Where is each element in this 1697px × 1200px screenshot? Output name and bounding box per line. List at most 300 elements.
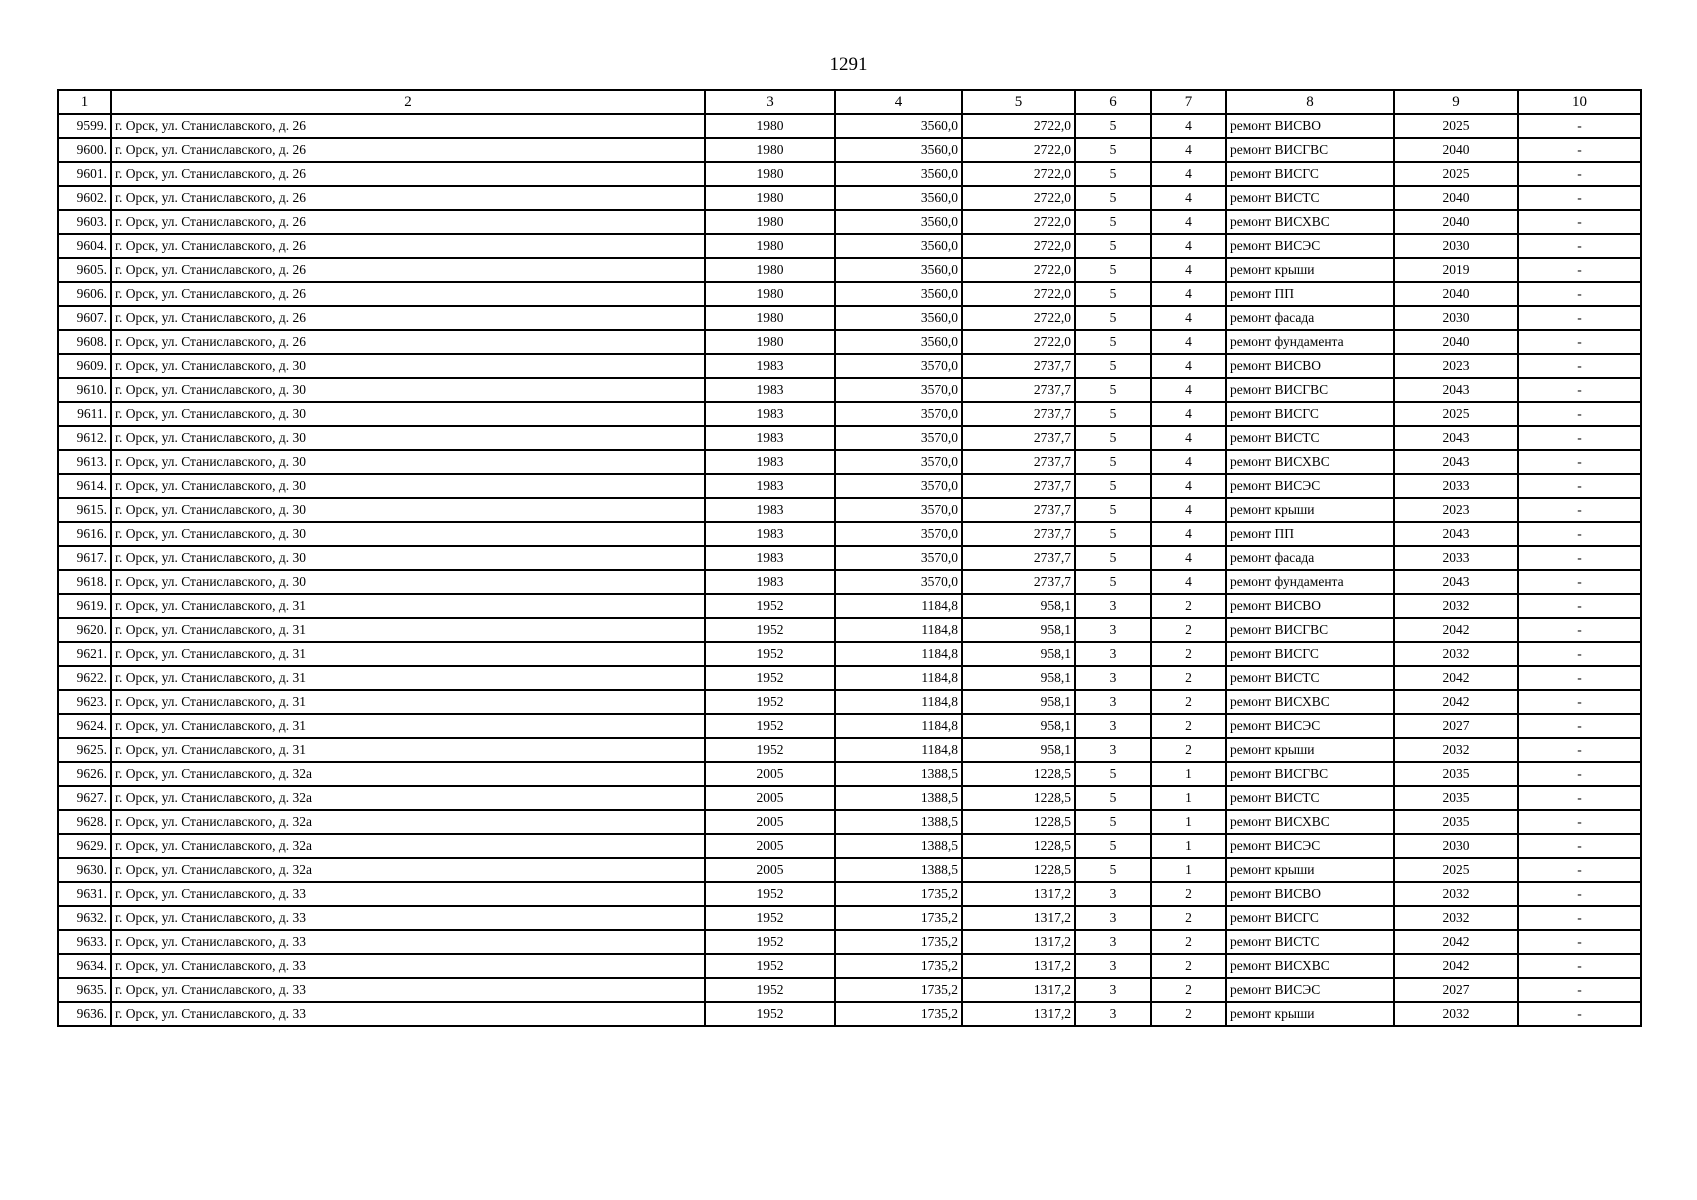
year-cell: 1980 (705, 162, 835, 186)
column-header-2: 2 (111, 90, 705, 114)
plan-year-cell: 2040 (1394, 186, 1518, 210)
entrances-cell: 4 (1151, 522, 1226, 546)
row-number: 9634. (58, 954, 111, 978)
table-row (58, 906, 1641, 930)
table-row (58, 114, 1641, 138)
work-type-cell: ремонт ВИСЭС (1226, 834, 1394, 858)
row-number: 9617. (58, 546, 111, 570)
page-number: 1291 (829, 54, 868, 75)
year-cell: 1983 (705, 570, 835, 594)
plan-year-cell: 2035 (1394, 810, 1518, 834)
year-cell: 1952 (705, 978, 835, 1002)
living-area-cell: 2722,0 (962, 234, 1075, 258)
row-number: 9607. (58, 306, 111, 330)
plan-year-cell: 2030 (1394, 834, 1518, 858)
floors-cell: 5 (1075, 858, 1151, 882)
table-row (58, 186, 1641, 210)
address-cell: г. Орск, ул. Станиславского, д. 30 (111, 474, 705, 498)
plan-year-cell: 2033 (1394, 474, 1518, 498)
year-cell: 1983 (705, 450, 835, 474)
note-cell: - (1518, 786, 1641, 810)
total-area-cell: 1184,8 (835, 738, 962, 762)
plan-year-cell: 2023 (1394, 354, 1518, 378)
address-cell: г. Орск, ул. Станиславского, д. 31 (111, 666, 705, 690)
floors-cell: 5 (1075, 498, 1151, 522)
floors-cell: 3 (1075, 906, 1151, 930)
entrances-cell: 4 (1151, 186, 1226, 210)
note-cell: - (1518, 162, 1641, 186)
note-cell: - (1518, 810, 1641, 834)
total-area-cell: 3560,0 (835, 234, 962, 258)
address-cell: г. Орск, ул. Станиславского, д. 33 (111, 978, 705, 1002)
floors-cell: 5 (1075, 138, 1151, 162)
entrances-cell: 2 (1151, 882, 1226, 906)
plan-year-cell: 2042 (1394, 618, 1518, 642)
address-cell: г. Орск, ул. Станиславского, д. 33 (111, 954, 705, 978)
row-number: 9606. (58, 282, 111, 306)
total-area-cell: 3570,0 (835, 474, 962, 498)
plan-year-cell: 2032 (1394, 906, 1518, 930)
floors-cell: 3 (1075, 954, 1151, 978)
row-number: 9615. (58, 498, 111, 522)
living-area-cell: 2737,7 (962, 450, 1075, 474)
floors-cell: 5 (1075, 522, 1151, 546)
plan-year-cell: 2030 (1394, 306, 1518, 330)
year-cell: 1983 (705, 378, 835, 402)
table-row (58, 354, 1641, 378)
work-type-cell: ремонт фасада (1226, 546, 1394, 570)
plan-year-cell: 2025 (1394, 858, 1518, 882)
note-cell: - (1518, 426, 1641, 450)
address-cell: г. Орск, ул. Станиславского, д. 33 (111, 1002, 705, 1026)
living-area-cell: 2722,0 (962, 162, 1075, 186)
table-row (58, 162, 1641, 186)
entrances-cell: 2 (1151, 642, 1226, 666)
note-cell: - (1518, 930, 1641, 954)
note-cell: - (1518, 282, 1641, 306)
note-cell: - (1518, 498, 1641, 522)
entrances-cell: 1 (1151, 810, 1226, 834)
year-cell: 2005 (705, 858, 835, 882)
note-cell: - (1518, 954, 1641, 978)
address-cell: г. Орск, ул. Станиславского, д. 33 (111, 906, 705, 930)
year-cell: 1952 (705, 690, 835, 714)
table-row (58, 522, 1641, 546)
note-cell: - (1518, 858, 1641, 882)
total-area-cell: 3570,0 (835, 402, 962, 426)
entrances-cell: 4 (1151, 498, 1226, 522)
living-area-cell: 2722,0 (962, 282, 1075, 306)
address-cell: г. Орск, ул. Станиславского, д. 32а (111, 786, 705, 810)
total-area-cell: 3560,0 (835, 282, 962, 306)
total-area-cell: 3570,0 (835, 426, 962, 450)
work-type-cell: ремонт ВИСВО (1226, 882, 1394, 906)
work-type-cell: ремонт крыши (1226, 858, 1394, 882)
row-number: 9602. (58, 186, 111, 210)
note-cell: - (1518, 1002, 1641, 1026)
note-cell: - (1518, 354, 1641, 378)
total-area-cell: 1184,8 (835, 690, 962, 714)
floors-cell: 3 (1075, 978, 1151, 1002)
living-area-cell: 2737,7 (962, 354, 1075, 378)
table-row (58, 570, 1641, 594)
total-area-cell: 1735,2 (835, 954, 962, 978)
address-cell: г. Орск, ул. Станиславского, д. 26 (111, 306, 705, 330)
living-area-cell: 958,1 (962, 690, 1075, 714)
floors-cell: 3 (1075, 882, 1151, 906)
floors-cell: 5 (1075, 474, 1151, 498)
row-number: 9608. (58, 330, 111, 354)
floors-cell: 3 (1075, 738, 1151, 762)
floors-cell: 3 (1075, 714, 1151, 738)
living-area-cell: 1228,5 (962, 834, 1075, 858)
year-cell: 1980 (705, 330, 835, 354)
total-area-cell: 3560,0 (835, 330, 962, 354)
living-area-cell: 2737,7 (962, 474, 1075, 498)
living-area-cell: 1317,2 (962, 954, 1075, 978)
column-header-10: 10 (1518, 90, 1641, 114)
floors-cell: 5 (1075, 570, 1151, 594)
year-cell: 1980 (705, 186, 835, 210)
living-area-cell: 958,1 (962, 738, 1075, 762)
column-header-9: 9 (1394, 90, 1518, 114)
table-row (58, 474, 1641, 498)
row-number: 9600. (58, 138, 111, 162)
row-number: 9627. (58, 786, 111, 810)
note-cell: - (1518, 738, 1641, 762)
table-row (58, 666, 1641, 690)
total-area-cell: 1388,5 (835, 858, 962, 882)
address-cell: г. Орск, ул. Станиславского, д. 33 (111, 882, 705, 906)
total-area-cell: 3560,0 (835, 258, 962, 282)
year-cell: 1980 (705, 210, 835, 234)
plan-year-cell: 2040 (1394, 330, 1518, 354)
work-type-cell: ремонт ВИСТС (1226, 666, 1394, 690)
address-cell: г. Орск, ул. Станиславского, д. 26 (111, 162, 705, 186)
floors-cell: 5 (1075, 114, 1151, 138)
total-area-cell: 1184,8 (835, 642, 962, 666)
total-area-cell: 1184,8 (835, 666, 962, 690)
address-cell: г. Орск, ул. Станиславского, д. 30 (111, 546, 705, 570)
plan-year-cell: 2032 (1394, 642, 1518, 666)
floors-cell: 5 (1075, 546, 1151, 570)
row-number: 9611. (58, 402, 111, 426)
note-cell: - (1518, 666, 1641, 690)
table-row (58, 834, 1641, 858)
plan-year-cell: 2032 (1394, 594, 1518, 618)
total-area-cell: 3560,0 (835, 186, 962, 210)
floors-cell: 5 (1075, 378, 1151, 402)
total-area-cell: 3570,0 (835, 378, 962, 402)
row-number: 9609. (58, 354, 111, 378)
plan-year-cell: 2042 (1394, 954, 1518, 978)
row-number: 9625. (58, 738, 111, 762)
entrances-cell: 4 (1151, 450, 1226, 474)
note-cell: - (1518, 642, 1641, 666)
plan-year-cell: 2023 (1394, 498, 1518, 522)
entrances-cell: 2 (1151, 738, 1226, 762)
entrances-cell: 4 (1151, 570, 1226, 594)
plan-year-cell: 2035 (1394, 786, 1518, 810)
total-area-cell: 3570,0 (835, 354, 962, 378)
total-area-cell: 1388,5 (835, 834, 962, 858)
note-cell: - (1518, 978, 1641, 1002)
address-cell: г. Орск, ул. Станиславского, д. 31 (111, 714, 705, 738)
address-cell: г. Орск, ул. Станиславского, д. 30 (111, 426, 705, 450)
living-area-cell: 1317,2 (962, 906, 1075, 930)
note-cell: - (1518, 594, 1641, 618)
year-cell: 1952 (705, 594, 835, 618)
header-row (58, 90, 1641, 114)
work-type-cell: ремонт ВИСТС (1226, 786, 1394, 810)
table-row (58, 138, 1641, 162)
note-cell: - (1518, 450, 1641, 474)
work-type-cell: ремонт ВИСХВС (1226, 954, 1394, 978)
table-row (58, 546, 1641, 570)
entrances-cell: 4 (1151, 138, 1226, 162)
table-row (58, 450, 1641, 474)
entrances-cell: 2 (1151, 690, 1226, 714)
floors-cell: 3 (1075, 666, 1151, 690)
table-row (58, 738, 1641, 762)
floors-cell: 5 (1075, 762, 1151, 786)
floors-cell: 5 (1075, 258, 1151, 282)
row-number: 9631. (58, 882, 111, 906)
table-row (58, 330, 1641, 354)
repair-schedule-table (57, 89, 1642, 1027)
floors-cell: 5 (1075, 210, 1151, 234)
column-header-3: 3 (705, 90, 835, 114)
year-cell: 1952 (705, 642, 835, 666)
work-type-cell: ремонт ВИСГВС (1226, 378, 1394, 402)
note-cell: - (1518, 306, 1641, 330)
floors-cell: 3 (1075, 930, 1151, 954)
work-type-cell: ремонт ВИСХВС (1226, 690, 1394, 714)
living-area-cell: 958,1 (962, 642, 1075, 666)
total-area-cell: 3560,0 (835, 210, 962, 234)
floors-cell: 3 (1075, 642, 1151, 666)
table-row (58, 282, 1641, 306)
year-cell: 1952 (705, 714, 835, 738)
entrances-cell: 4 (1151, 378, 1226, 402)
row-number: 9612. (58, 426, 111, 450)
entrances-cell: 2 (1151, 666, 1226, 690)
floors-cell: 5 (1075, 282, 1151, 306)
address-cell: г. Орск, ул. Станиславского, д. 26 (111, 114, 705, 138)
entrances-cell: 4 (1151, 402, 1226, 426)
living-area-cell: 958,1 (962, 714, 1075, 738)
note-cell: - (1518, 114, 1641, 138)
plan-year-cell: 2035 (1394, 762, 1518, 786)
note-cell: - (1518, 138, 1641, 162)
table-row (58, 306, 1641, 330)
entrances-cell: 4 (1151, 234, 1226, 258)
entrances-cell: 4 (1151, 282, 1226, 306)
living-area-cell: 1228,5 (962, 858, 1075, 882)
address-cell: г. Орск, ул. Станиславского, д. 31 (111, 642, 705, 666)
table-row (58, 426, 1641, 450)
row-number: 9601. (58, 162, 111, 186)
table-row (58, 786, 1641, 810)
table-row (58, 762, 1641, 786)
address-cell: г. Орск, ул. Станиславского, д. 33 (111, 930, 705, 954)
total-area-cell: 3570,0 (835, 522, 962, 546)
work-type-cell: ремонт ВИСГС (1226, 906, 1394, 930)
total-area-cell: 1735,2 (835, 906, 962, 930)
note-cell: - (1518, 474, 1641, 498)
entrances-cell: 2 (1151, 618, 1226, 642)
floors-cell: 5 (1075, 234, 1151, 258)
entrances-cell: 2 (1151, 594, 1226, 618)
address-cell: г. Орск, ул. Станиславского, д. 32а (111, 810, 705, 834)
work-type-cell: ремонт крыши (1226, 498, 1394, 522)
plan-year-cell: 2019 (1394, 258, 1518, 282)
row-number: 9619. (58, 594, 111, 618)
work-type-cell: ремонт крыши (1226, 258, 1394, 282)
row-number: 9628. (58, 810, 111, 834)
note-cell: - (1518, 834, 1641, 858)
entrances-cell: 1 (1151, 762, 1226, 786)
year-cell: 1952 (705, 738, 835, 762)
row-number: 9616. (58, 522, 111, 546)
plan-year-cell: 2033 (1394, 546, 1518, 570)
row-number: 9620. (58, 618, 111, 642)
total-area-cell: 1184,8 (835, 594, 962, 618)
entrances-cell: 4 (1151, 354, 1226, 378)
plan-year-cell: 2030 (1394, 234, 1518, 258)
living-area-cell: 2737,7 (962, 426, 1075, 450)
address-cell: г. Орск, ул. Станиславского, д. 30 (111, 378, 705, 402)
living-area-cell: 2722,0 (962, 258, 1075, 282)
plan-year-cell: 2025 (1394, 162, 1518, 186)
address-cell: г. Орск, ул. Станиславского, д. 26 (111, 138, 705, 162)
row-number: 9610. (58, 378, 111, 402)
living-area-cell: 2737,7 (962, 546, 1075, 570)
year-cell: 1983 (705, 546, 835, 570)
address-cell: г. Орск, ул. Станиславского, д. 32а (111, 762, 705, 786)
floors-cell: 5 (1075, 786, 1151, 810)
row-number: 9629. (58, 834, 111, 858)
living-area-cell: 1317,2 (962, 978, 1075, 1002)
entrances-cell: 2 (1151, 930, 1226, 954)
note-cell: - (1518, 618, 1641, 642)
year-cell: 1980 (705, 114, 835, 138)
table-row (58, 690, 1641, 714)
total-area-cell: 1735,2 (835, 1002, 962, 1026)
living-area-cell: 2722,0 (962, 138, 1075, 162)
plan-year-cell: 2027 (1394, 978, 1518, 1002)
work-type-cell: ремонт ВИСЭС (1226, 234, 1394, 258)
total-area-cell: 3570,0 (835, 450, 962, 474)
note-cell: - (1518, 522, 1641, 546)
address-cell: г. Орск, ул. Станиславского, д. 30 (111, 522, 705, 546)
total-area-cell: 3560,0 (835, 138, 962, 162)
row-number: 9614. (58, 474, 111, 498)
year-cell: 1983 (705, 498, 835, 522)
note-cell: - (1518, 690, 1641, 714)
table-body (58, 114, 1641, 1026)
living-area-cell: 958,1 (962, 618, 1075, 642)
row-number: 9635. (58, 978, 111, 1002)
total-area-cell: 3570,0 (835, 498, 962, 522)
entrances-cell: 2 (1151, 714, 1226, 738)
entrances-cell: 2 (1151, 978, 1226, 1002)
row-number: 9621. (58, 642, 111, 666)
address-cell: г. Орск, ул. Станиславского, д. 26 (111, 234, 705, 258)
total-area-cell: 1388,5 (835, 786, 962, 810)
table-row (58, 258, 1641, 282)
note-cell: - (1518, 714, 1641, 738)
work-type-cell: ремонт ВИСВО (1226, 594, 1394, 618)
floors-cell: 5 (1075, 186, 1151, 210)
year-cell: 1983 (705, 522, 835, 546)
note-cell: - (1518, 378, 1641, 402)
living-area-cell: 1317,2 (962, 882, 1075, 906)
address-cell: г. Орск, ул. Станиславского, д. 26 (111, 210, 705, 234)
floors-cell: 5 (1075, 834, 1151, 858)
address-cell: г. Орск, ул. Станиславского, д. 31 (111, 738, 705, 762)
entrances-cell: 4 (1151, 474, 1226, 498)
plan-year-cell: 2043 (1394, 450, 1518, 474)
living-area-cell: 2722,0 (962, 330, 1075, 354)
work-type-cell: ремонт ВИСВО (1226, 354, 1394, 378)
year-cell: 2005 (705, 810, 835, 834)
total-area-cell: 1184,8 (835, 714, 962, 738)
work-type-cell: ремонт фундамента (1226, 330, 1394, 354)
table-row (58, 642, 1641, 666)
table-row (58, 930, 1641, 954)
living-area-cell: 2737,7 (962, 498, 1075, 522)
living-area-cell: 958,1 (962, 594, 1075, 618)
total-area-cell: 3560,0 (835, 306, 962, 330)
entrances-cell: 4 (1151, 210, 1226, 234)
table-row (58, 234, 1641, 258)
work-type-cell: ремонт крыши (1226, 1002, 1394, 1026)
table-row (58, 954, 1641, 978)
work-type-cell: ремонт крыши (1226, 738, 1394, 762)
row-number: 9630. (58, 858, 111, 882)
year-cell: 1983 (705, 474, 835, 498)
year-cell: 1983 (705, 354, 835, 378)
address-cell: г. Орск, ул. Станиславского, д. 31 (111, 618, 705, 642)
work-type-cell: ремонт ВИСЭС (1226, 714, 1394, 738)
address-cell: г. Орск, ул. Станиславского, д. 31 (111, 690, 705, 714)
living-area-cell: 2722,0 (962, 186, 1075, 210)
living-area-cell: 2722,0 (962, 114, 1075, 138)
note-cell: - (1518, 186, 1641, 210)
floors-cell: 5 (1075, 330, 1151, 354)
living-area-cell: 2722,0 (962, 306, 1075, 330)
year-cell: 1980 (705, 306, 835, 330)
address-cell: г. Орск, ул. Станиславского, д. 30 (111, 402, 705, 426)
floors-cell: 3 (1075, 690, 1151, 714)
plan-year-cell: 2043 (1394, 426, 1518, 450)
living-area-cell: 2737,7 (962, 402, 1075, 426)
column-header-4: 4 (835, 90, 962, 114)
work-type-cell: ремонт ПП (1226, 282, 1394, 306)
year-cell: 1983 (705, 426, 835, 450)
address-cell: г. Орск, ул. Станиславского, д. 26 (111, 330, 705, 354)
living-area-cell: 1228,5 (962, 786, 1075, 810)
note-cell: - (1518, 330, 1641, 354)
plan-year-cell: 2027 (1394, 714, 1518, 738)
row-number: 9623. (58, 690, 111, 714)
total-area-cell: 1388,5 (835, 762, 962, 786)
address-cell: г. Орск, ул. Станиславского, д. 26 (111, 186, 705, 210)
note-cell: - (1518, 258, 1641, 282)
entrances-cell: 1 (1151, 834, 1226, 858)
row-number: 9632. (58, 906, 111, 930)
